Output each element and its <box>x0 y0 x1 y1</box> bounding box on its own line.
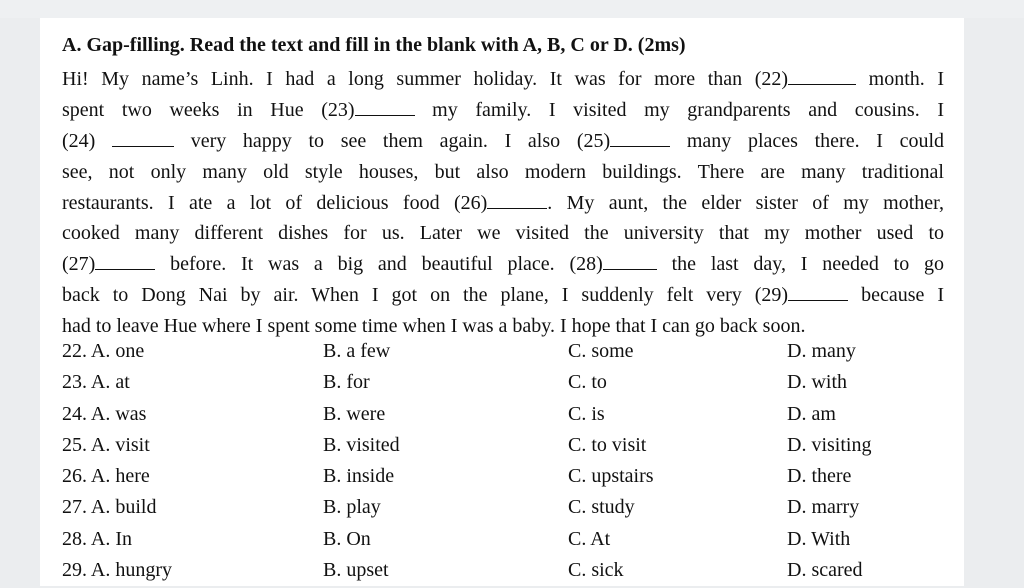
option-d[interactable]: D. With <box>787 527 851 550</box>
passage-line: (24) very happy to see them again. I also (25) many places there. I could <box>62 129 945 152</box>
passage-line: see, not only many old style houses, but also modern buildings. There are many traditional <box>62 160 944 183</box>
option-c[interactable]: C. sick <box>568 559 624 582</box>
question-row-23 <box>62 369 944 400</box>
option-b[interactable]: B. were <box>323 402 386 425</box>
passage-line: had to leave Hue where I spent some time when I was a baby. I hope that I can go back soon. <box>62 315 806 338</box>
blank-22[interactable] <box>788 66 856 85</box>
option-c[interactable]: C. some <box>568 340 634 362</box>
question-row-28 <box>62 526 944 557</box>
passage-line: spent two weeks in Hue (23) my family. I visited my grandparents and cousins. I <box>62 98 944 121</box>
question-row-26 <box>62 463 944 494</box>
option-a[interactable]: 29. A. hungry <box>62 559 172 582</box>
option-c[interactable]: C. study <box>568 496 635 519</box>
option-a[interactable]: 28. A. In <box>62 527 132 550</box>
option-d[interactable]: D. many <box>787 340 856 362</box>
option-c[interactable]: C. is <box>568 402 605 425</box>
blank-26[interactable] <box>487 190 547 209</box>
blank-29[interactable] <box>788 282 848 301</box>
reading-passage <box>62 64 944 342</box>
option-d[interactable]: D. there <box>787 465 852 488</box>
option-a[interactable]: 27. A. build <box>62 496 157 519</box>
blank-27[interactable] <box>95 251 155 270</box>
option-a[interactable]: 26. A. here <box>62 465 150 488</box>
option-a[interactable]: 25. A. visit <box>62 433 150 456</box>
option-a[interactable]: 22. A. one <box>62 340 145 362</box>
worksheet-page <box>40 18 964 586</box>
blank-23[interactable] <box>355 97 415 116</box>
option-b[interactable]: B. play <box>323 496 381 519</box>
option-d[interactable]: D. with <box>787 371 847 394</box>
passage-line: restaurants. I ate a lot of delicious food (26) . My aunt, the elder sister of my mother, <box>62 191 944 214</box>
option-b[interactable]: B. inside <box>323 465 395 488</box>
option-a[interactable]: 23. A. at <box>62 371 130 394</box>
question-row-27 <box>62 494 944 525</box>
passage-line: Hi! My name’s Linh. I had a long summer holiday. It was for more than (22) month. I <box>62 68 945 90</box>
option-c[interactable]: C. upstairs <box>568 465 654 488</box>
passage-line: cooked many different dishes for us. Later we visited the university that my mother used to <box>62 222 944 245</box>
option-b[interactable]: B. a few <box>323 340 391 362</box>
exercise-title: A. Gap-filling. Read the text and fill in the blank with A, B, C or D. (2ms) <box>62 34 686 56</box>
top-strip <box>0 0 1024 18</box>
option-b[interactable]: B. upset <box>323 559 389 582</box>
option-b[interactable]: B. for <box>323 371 370 394</box>
option-d[interactable]: D. scared <box>787 559 863 582</box>
option-b[interactable]: B. visited <box>323 433 400 456</box>
question-row-25 <box>62 432 944 463</box>
option-d[interactable]: D. marry <box>787 496 860 519</box>
question-row-22 <box>62 338 944 369</box>
option-a[interactable]: 24. A. was <box>62 402 147 425</box>
blank-24[interactable] <box>112 128 174 147</box>
blank-25[interactable] <box>610 128 670 147</box>
answer-options <box>62 338 944 588</box>
option-d[interactable]: D. visiting <box>787 433 872 456</box>
question-row-29 <box>62 557 944 588</box>
option-c[interactable]: C. to <box>568 371 607 394</box>
blank-28[interactable] <box>603 251 657 270</box>
passage-line: (27) before. It was a big and beautiful place. (28) the last day, I needed to go <box>62 253 945 276</box>
passage-line: back to Dong Nai by air. When I got on the plane, I suddenly felt very (29) because I <box>62 284 945 307</box>
option-b[interactable]: B. On <box>323 527 371 550</box>
option-c[interactable]: C. to visit <box>568 433 647 456</box>
option-d[interactable]: D. am <box>787 402 836 425</box>
question-row-24 <box>62 401 944 432</box>
option-c[interactable]: C. At <box>568 527 611 550</box>
